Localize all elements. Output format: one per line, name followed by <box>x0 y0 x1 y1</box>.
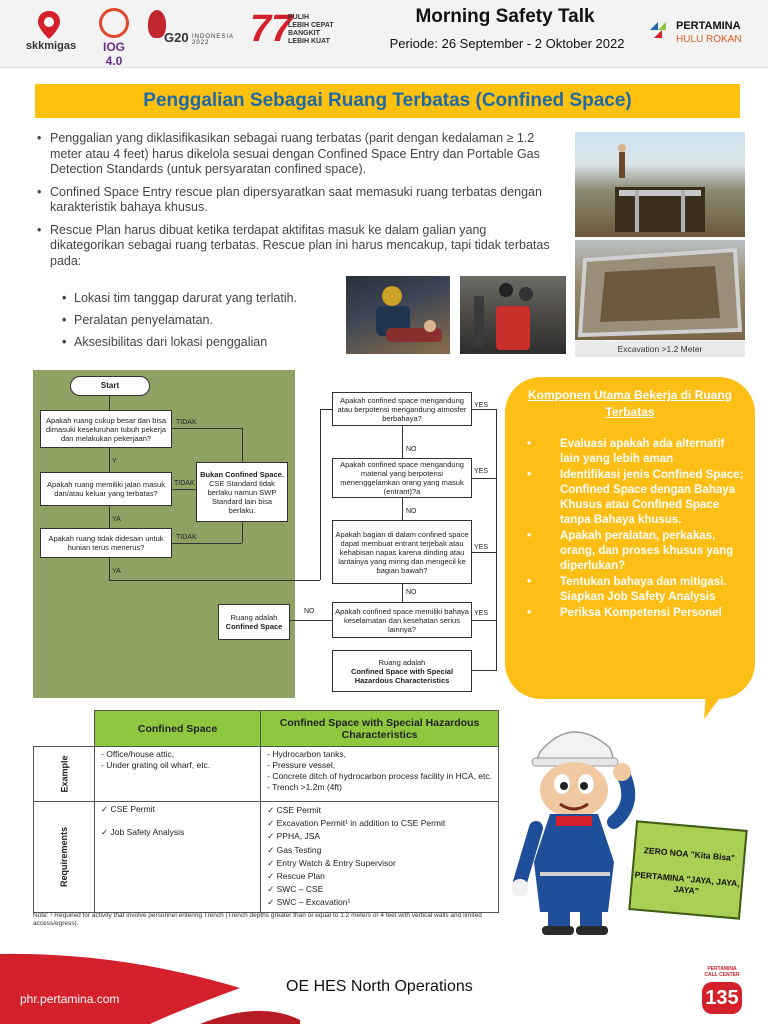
row-label-requirements: Requirements <box>34 802 95 913</box>
flow-label-yes: YES <box>474 402 489 409</box>
iog-logo: IOG 4.0 <box>94 8 134 58</box>
call-center-logo: PERTAMINA CALL CENTER 135 <box>698 966 746 1016</box>
flow-result-confined: Ruang adalah Confined Space <box>218 604 290 640</box>
flow-result-not-confined: Bukan Confined Space. CSE Standard tidak berlaku namun SWP Standard lain bisa berlaku. <box>196 462 288 522</box>
excavation-photo-1 <box>575 132 745 237</box>
table-header-cs: Confined Space <box>95 711 261 747</box>
callout-title: Komponen Utama Bekerja di Ruang Terbatas <box>527 388 733 419</box>
bullet-item: • Penggalian yang diklasifikasikan sebagai ruang terbatas (parit dengan kedalaman ≥ 1.2 meter atau 4 feet) harus dikelola sesuai dengan Confined Space Entry dan Portable Gas Detection Standards (untuk persyaratan confined space). <box>35 131 561 178</box>
bullet-item: • Confined Space Entry rescue plan dipersyaratkan saat memasuki ruang terbatas dengan karakteristik bahaya khusus. <box>35 185 561 216</box>
subbullet-item: • Aksesibilitas dari lokasi penggalian <box>62 331 342 353</box>
callout-item: • Apakah peralatan, perkakas, orang, dan proses khusus yang diperlukan? <box>527 529 747 574</box>
stretcher-rescue-image <box>460 276 566 354</box>
callout-list <box>527 437 747 622</box>
intro-bullets <box>35 131 561 276</box>
flow-check-2: Apakah confined space mengandung material yang berpotensi menenggelamkan orang yang masuk (entrant)?a <box>332 458 472 498</box>
flow-label-no: NO <box>406 446 417 453</box>
trench-image <box>575 132 745 237</box>
iog-ring-icon <box>99 8 129 38</box>
example-special-cell: - Hydrocarbon tanks, - Pressure vessel, - Concrete ditch of hydrocarbon process facility in HCA, etc. - Trench >1.2m (4ft) <box>261 747 499 802</box>
rescue-plan-subbullets <box>62 287 342 353</box>
flow-question-3: Apakah ruang tidak didesain untuk hunian terus menerus? <box>40 528 172 558</box>
rescue-photo-1 <box>346 276 450 354</box>
flow-label-no: NO <box>304 608 315 615</box>
key-components-callout <box>505 377 755 699</box>
page-period: Periode: 26 September - 2 Oktober 2022 <box>389 36 625 51</box>
requirements-special-cell: ✓ CSE Permit ✓ Excavation Permit¹ in addition to CSE Permit ✓ PPHA, JSA ✓ Gas Testing ✓ Entry Watch & Entry Supervisor ✓ Rescue Plan ✓ SWC – CSE ✓ SWC – Excavation¹ <box>261 802 499 913</box>
flow-result-special: Ruang adalah Confined Space with Special Hazardous Characteristics <box>332 650 472 692</box>
flow-question-2: Apakah ruang memiliki jalan masuk dan/atau keluar yang terbatas? <box>40 472 172 506</box>
footer-department: OE HES North Operations <box>286 978 473 995</box>
flow-start: Start <box>70 376 150 396</box>
subbullet-item: • Peralatan penyelamatan. <box>62 309 342 331</box>
flow-label-no: NO <box>406 508 417 515</box>
rescue-worker-image <box>346 276 450 354</box>
call-center-number: 135 <box>702 982 742 1014</box>
hut77-logo: 77 PULIH LEBIH CEPAT BANGKIT LEBIH KUAT <box>250 8 334 50</box>
pertamina-mark-icon <box>648 18 672 42</box>
requirements-cs-cell: ✓ CSE Permit ✓ Job Safety Analysis <box>95 802 261 913</box>
table-corner <box>34 711 95 747</box>
callout-item: • Periksa Kompetensi Personel <box>527 606 747 621</box>
mascot-worker-icon <box>510 712 640 936</box>
flow-label-y: Y <box>112 458 117 465</box>
flow-check-3: Apakah bagian di dalam confined space dapat membuat entrant terjebak atau kehabisan napas karena dinding atau lantainya yang miring dan mengecil ke bagian bawah? <box>332 520 472 584</box>
callout-item: • Tentukan bahaya dan mitigasi. Siapkan Job Safety Analysis <box>527 575 747 605</box>
skkmigas-logo: skkmigas <box>16 8 86 58</box>
comparison-table <box>33 710 499 913</box>
pertamina-logo: PERTAMINA HULU ROKAN <box>648 14 758 54</box>
page-title: Morning Safety Talk <box>415 6 595 27</box>
flow-label-yes: YES <box>474 468 489 475</box>
shored-pit-image <box>575 240 745 340</box>
flow-check-1: Apakah confined space mengandung atau berpotensi mengandung atmosfer berbahaya? <box>332 392 472 426</box>
table-footnote: Note: ¹ Required for activity that involve personnel entering Trench (Trench depths greater than or equal to 1.2 meters or 4 feet with vertical walls and limited access/egress). <box>33 912 482 927</box>
slogan-sign: ZERO NOA "Kita Bisa" PERTAMINA "JAYA, JAYA, JAYA" <box>628 820 747 919</box>
flow-label-yes: YES <box>474 544 489 551</box>
flow-label-ya: YA <box>112 568 121 575</box>
header <box>0 0 768 68</box>
row-label-example: Example <box>34 747 95 802</box>
bullet-item: • Rescue Plan harus dibuat ketika terdapat aktifitas masuk ke dalam galian yang dikategorikan sebagai ruang terbatas. Rescue plan ini harus mencakup, tapi tidak terbatas pada: <box>35 223 561 270</box>
g20-logo: G20 INDONESIA 2022 <box>146 8 246 58</box>
flow-label-tidak: TIDAK <box>176 419 197 426</box>
rescue-photo-2 <box>460 276 566 354</box>
footer-website[interactable]: phr.pertamina.com <box>20 992 120 1006</box>
table-header-special: Confined Space with Special Hazardous Characteristics <box>261 711 499 747</box>
subbullet-item: • Lokasi tim tanggap darurat yang terlatih. <box>62 287 342 309</box>
excavation-photo-2 <box>575 240 745 340</box>
flow-label-ya: YA <box>112 516 121 523</box>
excavation-caption: Excavation >1.2 Meter <box>575 341 745 357</box>
flow-label-tidak: TIDAK <box>176 534 197 541</box>
flow-label-tidak: TIDAK <box>174 480 195 487</box>
callout-item: • Evaluasi apakah ada alternatif lain yang lebih aman <box>527 437 747 467</box>
skkmigas-pin-icon <box>36 10 62 40</box>
flow-check-4: Apakah confined space memiliki bahaya keselamatan dan kesehatan serius lainnya? <box>332 602 472 638</box>
flow-question-1: Apakah ruang cukup besar dan bisa dimasuki keseluruhan tubuh pekerja dan melakukan pekerjaan? <box>40 410 172 448</box>
example-cs-cell: - Office/house attic, - Under grating oil wharf, etc. <box>95 747 261 802</box>
section-banner <box>35 84 740 118</box>
hut77-tagline: PULIH LEBIH CEPAT BANGKIT LEBIH KUAT <box>288 14 334 45</box>
callout-item: • Identifikasi jenis Confined Space; Confined Space dengan Bahaya Khusus atau Confined Space tanpa Bahaya khusus. <box>527 468 747 528</box>
flow-label-no: NO <box>406 589 417 596</box>
section-title: Penggalian Sebagai Ruang Terbatas (Confined Space) <box>143 90 632 111</box>
flow-label-yes: YES <box>474 610 489 617</box>
